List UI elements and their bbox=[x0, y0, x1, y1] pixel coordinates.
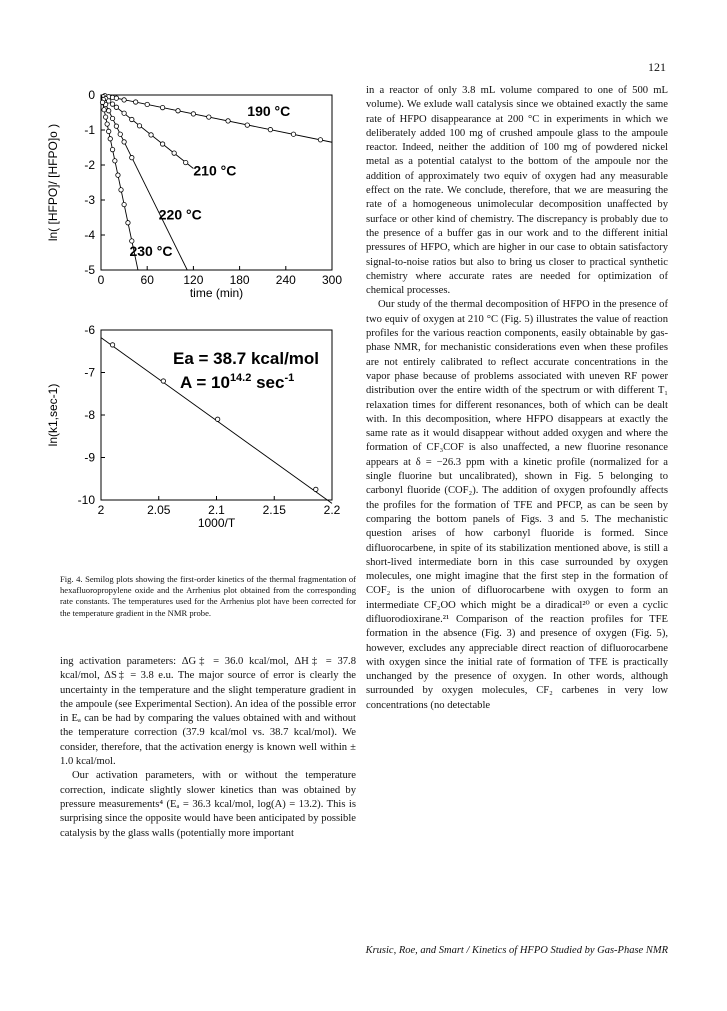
data-point bbox=[100, 100, 104, 104]
y-tick-label: -10 bbox=[77, 493, 95, 507]
data-point bbox=[126, 221, 130, 225]
data-point bbox=[110, 343, 114, 347]
figure-caption: Fig. 4. Semilog plots showing the first-order kinetics of the thermal fragmentation of hexafluoropropylene oxide and the Arrhenius plot obtained from the corresponding rate constants. The temperatures used for the Arrhenius plot have been corrected for the temperature gradient in the NMR probe. bbox=[60, 574, 356, 618]
y-tick-label: -7 bbox=[84, 365, 95, 380]
x-tick-label: 2 bbox=[97, 503, 105, 517]
data-point bbox=[137, 124, 141, 128]
data-point bbox=[161, 379, 165, 383]
data-point bbox=[176, 109, 180, 113]
series-label: 230 °C bbox=[129, 243, 173, 259]
series-label: 220 °C bbox=[158, 206, 202, 223]
kinetics-plot bbox=[46, 88, 342, 300]
x-axis-label: time (min) bbox=[189, 286, 244, 300]
running-footer: Krusic, Roe, and Smart / Kinetics of HFPO Studied by Gas-Phase NMR bbox=[365, 945, 668, 956]
x-tick-label: 240 bbox=[275, 273, 296, 287]
series-label: 210 °C bbox=[193, 162, 237, 179]
x-tick-label: 2.1 bbox=[208, 503, 225, 517]
x-tick-label: 2.2 bbox=[323, 503, 341, 517]
x-tick-label: 300 bbox=[321, 273, 343, 287]
data-point bbox=[268, 127, 272, 131]
series-label: 190 °C bbox=[247, 103, 291, 119]
x-tick-label: 120 bbox=[183, 273, 204, 287]
data-point bbox=[114, 105, 118, 109]
data-point bbox=[191, 112, 195, 116]
y-tick-label: -4 bbox=[84, 228, 95, 242]
y-tick-label: -6 bbox=[84, 323, 95, 337]
data-point bbox=[110, 116, 114, 120]
data-point bbox=[107, 129, 111, 133]
data-point bbox=[122, 202, 126, 206]
data-point bbox=[172, 151, 176, 155]
data-point bbox=[114, 96, 118, 100]
x-tick-label: 180 bbox=[229, 273, 250, 287]
data-point bbox=[130, 117, 134, 121]
right-column-text bbox=[366, 84, 668, 713]
y-axis-label: ln(k1,sec-1) bbox=[46, 383, 60, 447]
paragraph: Our activation parameters, with or without the temperature correction, indicate slightly slower kinetics than was obtained by pressure measurements⁴ (Eₐ = 36.3 kcal/mol, log(A) = 13.2). This is surprising since the opposite would have been anticipated by possible catalysis by the glass walls (potentially more important bbox=[60, 770, 356, 839]
data-point bbox=[207, 115, 211, 119]
data-point bbox=[145, 102, 149, 106]
page-number: 121 bbox=[648, 60, 666, 74]
arrhenius-plot bbox=[46, 323, 341, 530]
x-tick-label: 2.05 bbox=[147, 503, 171, 517]
x-tick-label: 60 bbox=[140, 273, 154, 287]
y-tick-label: -2 bbox=[84, 158, 95, 172]
data-point bbox=[226, 119, 230, 123]
data-point bbox=[318, 138, 322, 142]
data-point bbox=[160, 142, 164, 146]
data-point bbox=[160, 105, 164, 109]
left-column-text bbox=[60, 655, 356, 841]
data-point bbox=[113, 159, 117, 163]
data-point bbox=[122, 98, 126, 102]
data-point bbox=[184, 160, 188, 164]
y-axis-label: ln( [HFPO]/ [HFPO]o ) bbox=[46, 123, 60, 242]
activation-energy-label: Ea = 38.7 kcal/mol bbox=[173, 349, 320, 368]
data-point bbox=[108, 137, 112, 141]
data-point bbox=[215, 417, 219, 421]
x-axis-label: 1000/T bbox=[197, 516, 236, 530]
data-point bbox=[110, 147, 114, 151]
data-point bbox=[119, 188, 123, 192]
data-point bbox=[110, 102, 114, 106]
data-point bbox=[118, 132, 122, 136]
data-point bbox=[122, 140, 126, 144]
paragraph: Our study of the thermal decomposition of HFPO in the presence of two equiv of oxygen at 210 °C (Fig. 5) illustrates the value of reaction profiles for the various reaction components, easily obtainable by gas-phase NMR, for mechanistic considerations even when these profiles are not entirely calibrated to reflect accurate concentrations in the vapor phase because of problems associated with uneven RF power distribution over the entire width of the spectrum or with different T₁ relaxation times for different resonances, both of which can be dealt with. In this decomposition, where HFPO disappears at exactly the same rate as it would disappear without added oxygen and where the formation of CF₃COF is also unaffected, a new fluorine resonance appears at δ = −26.3 ppm with a kinetic profile (normalized for a single fluorine but uncalibrated), shown in Fig. 5 belonging to carbonyl fluoride (COF₂). The addition of oxygen profoundly affects the profiles for the formation of TFE and PFCP, as can be seen by comparing the bottom panels of Figs. 3 and 5. The mechanistic question arises of how carbonyl fluoride is formed. Since difluorocarbene, in spite of its stabilization mentioned above, is still a short-lived intermediate born in this case surrounded by oxygen molecules, one might imagine that the first step in the formation of COF₂ is the union of difluorocarbene with oxygen to form an intermediate CF₂OO which might be a diradical²⁰ or even a cyclic difluorodioxirane.²¹ Comparison of the reaction profiles for TFE formation in the absence (Fig. 3) and presence of oxygen (Fig. 5), however, excludes any appreciable direct reaction of difluorocarbene with oxygen since the initial rate of formation of TFE is practically unchanged by the presence of oxygen. In other words, although surrounded by oxygen molecules, CF₂ carbenes in very low concentrations (no detectable bbox=[366, 299, 668, 711]
y-tick-label: -5 bbox=[84, 263, 95, 277]
data-point bbox=[130, 155, 134, 159]
y-tick-label: 0 bbox=[88, 88, 95, 102]
data-point bbox=[291, 132, 295, 136]
y-tick-label: -1 bbox=[84, 123, 95, 137]
paragraph: in a reactor of only 3.8 mL volume compared to one of 500 mL volume). We exlude wall catalysis since we obtained exactly the same rate of HFPO disappearance at 200 °C in experiments in which we deliberately added 100 mg of crushed ampoule glass to the ampoule reactor. Indeed, neither the addition of 100 mg of powdered nickel metal as a potential catalyst to the bottom of the ampoule nor the addition of approximately two equiv of oxygen had any measurable effect on the rate. We conclude, therefore, that we are measuring the rate of a homogeneous unimolecular decomposition unaffected by surface or other kind of chemistry. The discrepancy is probably due to the presence of a buffer gas in our work and to the different initial pressures of HFPO, which are higher in our case to obtain satisfactory signal-to-noise ratios but also to bring us closer to practical synthetic chemistry where accurate rates are needed for optimization of chemical processes. bbox=[366, 85, 668, 297]
y-tick-label: -3 bbox=[84, 193, 95, 207]
data-point bbox=[245, 123, 249, 127]
x-tick-label: 0 bbox=[97, 273, 105, 287]
data-point bbox=[122, 111, 126, 115]
data-point bbox=[102, 108, 106, 112]
y-tick-label: -9 bbox=[84, 450, 95, 465]
data-point bbox=[105, 122, 109, 126]
data-point bbox=[133, 100, 137, 104]
data-point bbox=[149, 133, 153, 137]
data-point bbox=[107, 109, 111, 113]
data-point bbox=[116, 173, 120, 177]
paragraph: ing activation parameters: ΔG‡ = 36.0 kcal/mol, ΔH‡ = 37.8 kcal/mol, ΔS‡ = 3.8 e.u. The major source of error is clearly the uncertainty in the temperature and the slight temperature gradient in the ampoule (see Experimental Section). An idea of the possible error in Eₐ can be had by comparing the values obtained with and without the temperature correction (37.9 kcal/mol vs. 38.7 kcal/mol). We consider, therefore, that the activation energy is known well within ± 1.0 kcal/mol. bbox=[60, 656, 356, 768]
y-tick-label: -8 bbox=[84, 408, 95, 422]
figure-4 bbox=[40, 80, 360, 540]
preexponential-label: $A = 10^{14.2}$ $\sec^{-1}$ bbox=[180, 372, 295, 392]
x-tick-label: 2.15 bbox=[262, 503, 286, 517]
data-point bbox=[114, 124, 118, 128]
data-point bbox=[314, 487, 318, 491]
data-point bbox=[103, 115, 107, 119]
